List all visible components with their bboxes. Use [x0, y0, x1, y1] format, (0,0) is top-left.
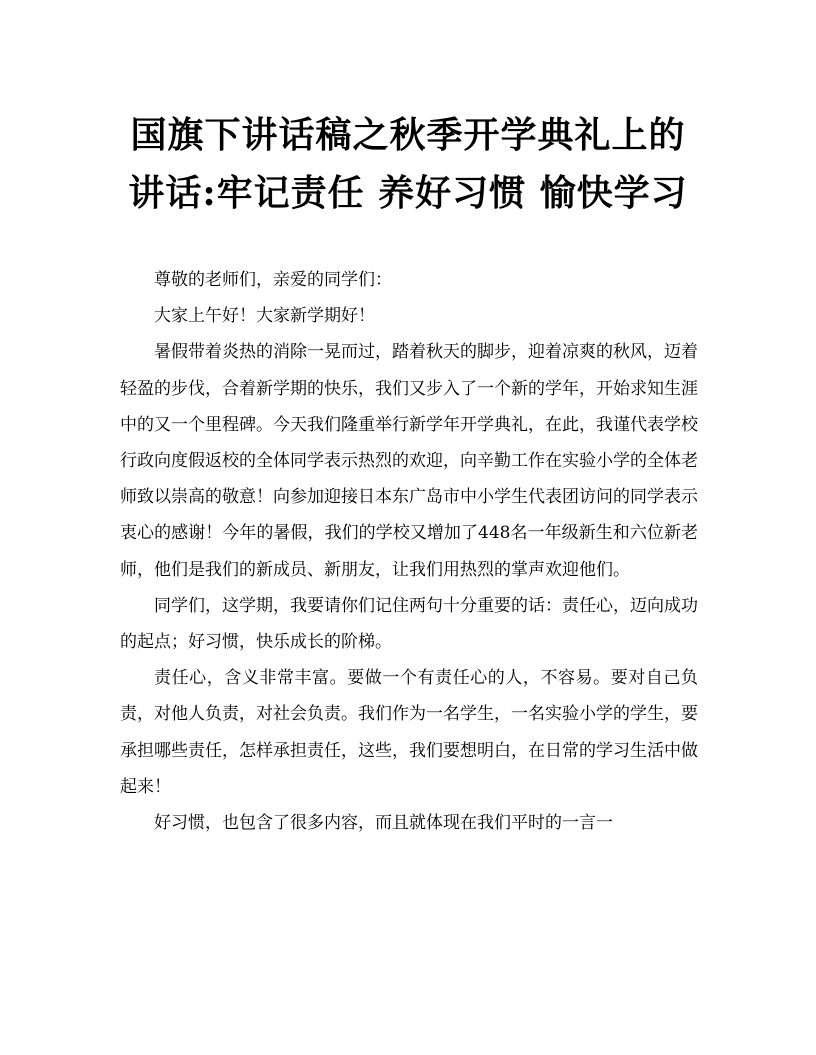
paragraph-responsibility: 责任心，含义非常丰富。要做一个有责任心的人，不容易。要对自己负责，对他人负责，对社会负责。我们作为一名学生，一名实验小学的学生，要承担哪些责任，怎样承担责任，这些，我们要想明白，在日常的学习生活中做起来！ — [120, 668, 698, 797]
document-body — [120, 262, 698, 841]
paragraph-two-sayings: 同学们，这学期，我要请你们记住两句十分重要的话：责任心，迈向成功的起点；好习惯，快乐成长的阶梯。 — [120, 595, 698, 653]
document-title: 国旗下讲话稿之秋季开学典礼上的讲话:牢记责任 养好习惯 愉快学习 — [128, 114, 688, 214]
paragraph-salutation: 尊敬的老师们，亲爱的同学们： — [154, 270, 392, 290]
paragraph-greeting: 大家上午好！大家新学期好！ — [154, 306, 375, 327]
paragraph-good-habits: 好习惯，也包含了很多内容，而且就体现在我们平时的一言一 — [154, 813, 613, 834]
paragraph-welcome: 暑假带着炎热的消除一晃而过，踏着秋天的脚步，迎着凉爽的秋风，迈着轻盈的步伐，合着新学期的快乐，我们又步入了一个新的学年，开始求知生涯中的又一个里程碑。今天我们隆重举行新学年开学典礼，在此，我谨代表学校行政向度假返校的全体同学表示热烈的欢迎，向辛勤工作在实验小学的全体老师致以崇高的敬意！向参加迎接日本东广岛市中小学生代表团访问的同学表示衷心的感谢！今年的暑假，我们的学校又增加了448名一年级新生和六位新老师，他们是我们的新成员、新朋友，让我们用热烈的掌声欢迎他们。 — [120, 342, 698, 580]
